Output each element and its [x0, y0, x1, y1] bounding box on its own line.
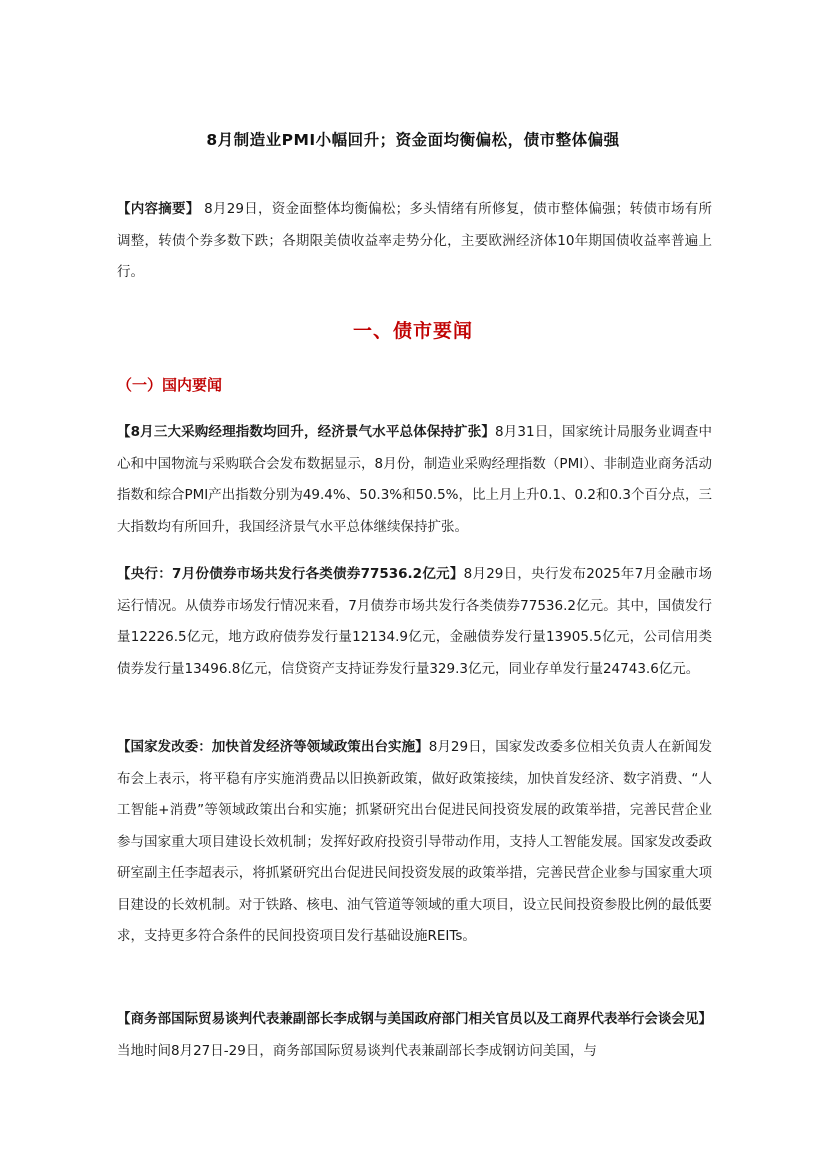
document-title: 8月制造业PMI小幅回升；资金面均衡偏松，债市整体偏强 — [206, 131, 620, 149]
news-item — [117, 559, 712, 685]
news-headline: 【央行：7月份债券市场共发行各类债券77536.2亿元】 — [117, 566, 464, 582]
news-body: 8月29日，国家发改委多位相关负责人在新闻发布会上表示，将平稳有序实施消费品以旧换新政策，做好政策接续，加快首发经济、数字消费、“人工智能+消费”等领域政策出台和实施；抓紧研究出台促进民间投资发展的政策举措，完善民营企业参与国家重大项目建设长效机制；发挥好政府投资引导带动作用，支持人工智能发展。国家发改委政研室副主任李超表示，将抓紧研究出台促进民间投资发展的政策举措，完善民营企业参与国家重大项目建设的长效机制。对于铁路、核电、油气管道等领域的重大项目，设立民间投资参股比例的最低要求，支持更多符合条件的民间投资项目发行基础设施REITs。 — [117, 739, 712, 944]
news-headline: 【国家发改委：加快首发经济等领域政策出台实施】 — [117, 739, 429, 755]
news-headline: 【商务部国际贸易谈判代表兼副部长李成钢与美国政府部门相关官员以及工商界代表举行会谈会见】 — [117, 1011, 712, 1027]
news-body: 当地时间8月27日-29日，商务部国际贸易谈判代表兼副部长李成钢访问美国，与 — [117, 1042, 597, 1059]
subsection-title: （一）国内要闻 — [117, 376, 223, 394]
news-body: 8月29日，央行发布2025年7月金融市场运行情况。从债券市场发行情况来看，7月债券市场共发行各类债券77536.2亿元。其中，国债发行量12226.5亿元，地方政府债券发行量12134.9亿元，金融债券发行量13905.5亿元，公司信用类债券发行量13496.8亿元，信贷资产支持证券发行量329.3亿元，同业存单发行量24743.6亿元。 — [117, 566, 712, 677]
news-body: 8月31日，国家统计局服务业调查中心和中国物流与采购联合会发布数据显示，8月份，制造业采购经理指数（PMI）、非制造业商务活动指数和综合PMI产出指数分别为49.4%、50.3%和50.5%，比上月上升0.1、0.2和0.3个百分点，三大指数均有所回升，我国经济景气水平总体继续保持扩张。 — [117, 424, 712, 535]
news-headline: 【8月三大采购经理指数均回升，经济景气水平总体保持扩张】 — [117, 424, 496, 440]
news-item — [117, 417, 712, 543]
abstract-paragraph — [117, 194, 712, 289]
abstract-label: 【内容摘要】 — [117, 201, 200, 217]
news-item — [117, 1004, 712, 1067]
news-item — [117, 732, 712, 953]
section-title: 一、债市要闻 — [352, 320, 473, 342]
abstract-text: 8月29日，资金面整体均衡偏松；多头情绪有所修复，债市整体偏强；转债市场有所调整，转债个券多数下跌；各期限美债收益率走势分化，主要欧洲经济体10年期国债收益率普遍上行。 — [117, 201, 712, 280]
